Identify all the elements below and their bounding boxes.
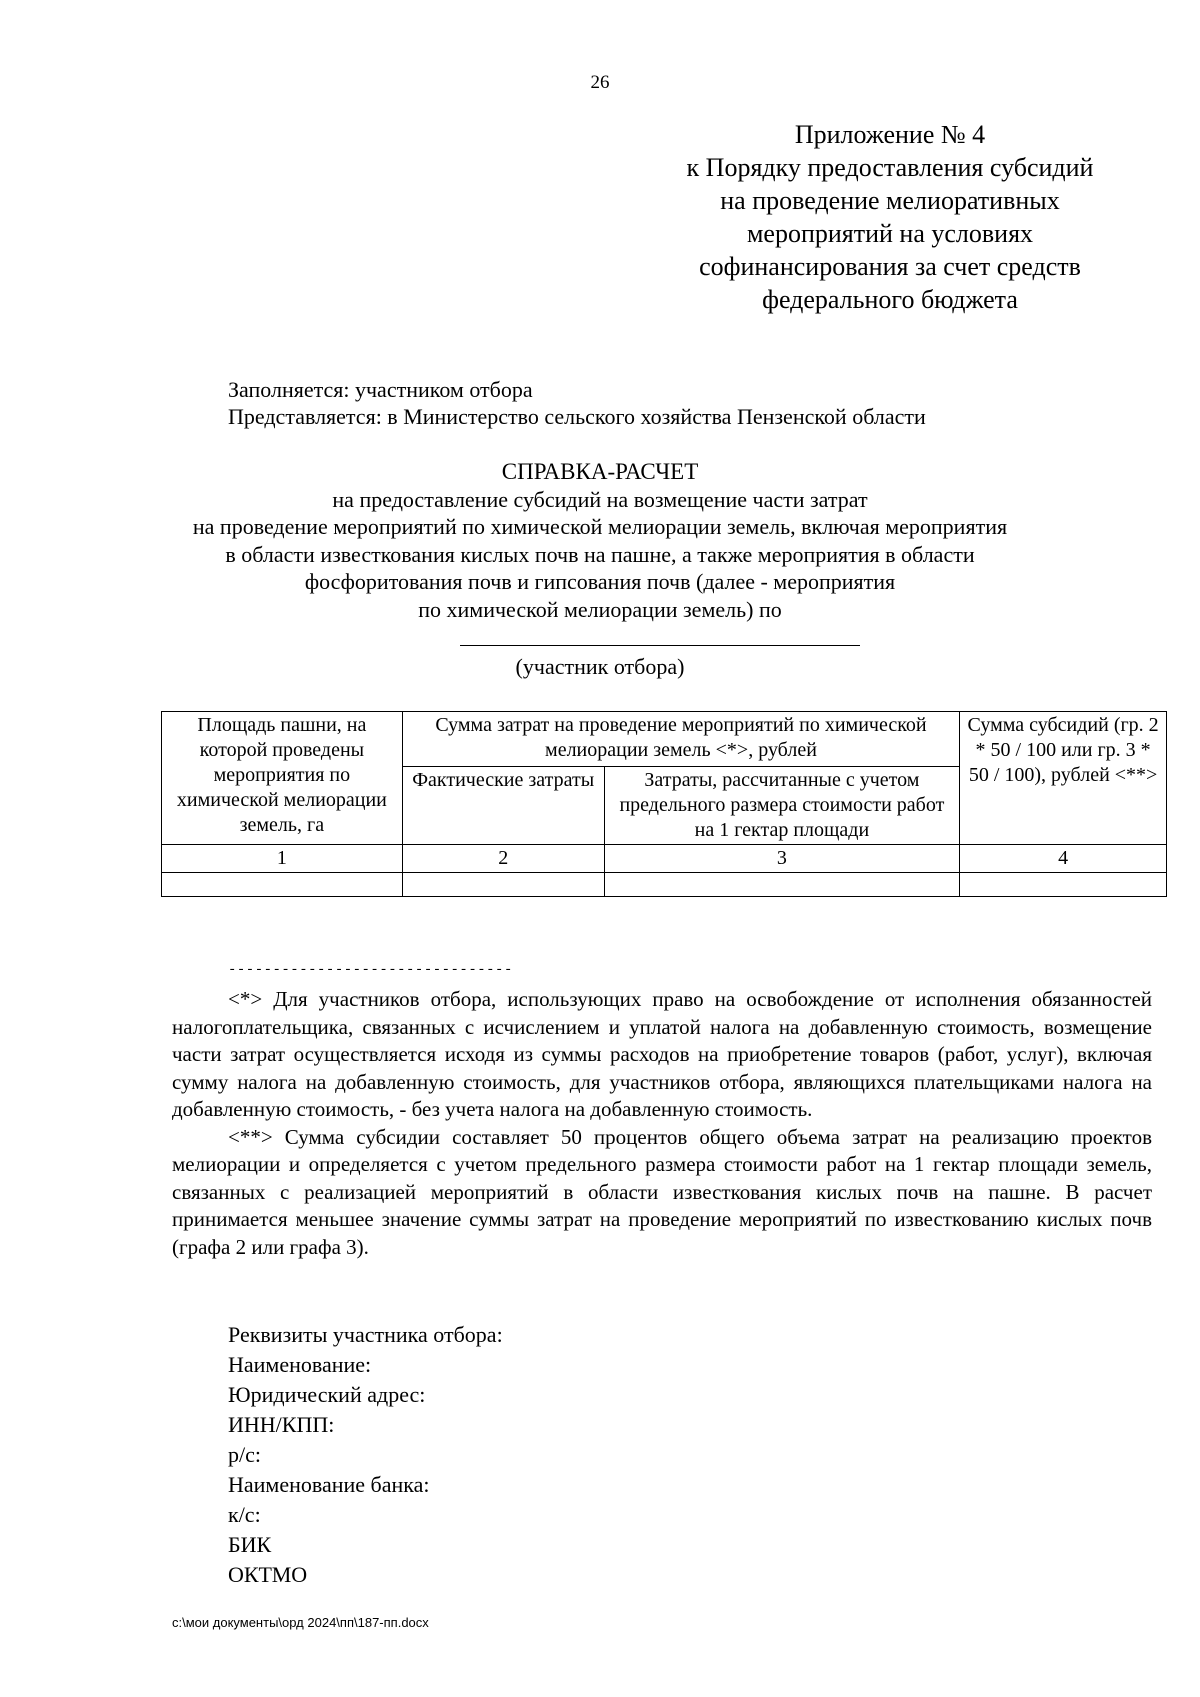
appendix-line: на проведение мелиоративных xyxy=(720,186,1060,215)
title-line: в области известкования кислых почв на пашне, а также мероприятия в области xyxy=(225,541,975,567)
empty-cell xyxy=(402,873,604,897)
requisite-oktmo: ОКТМО xyxy=(228,1562,308,1587)
appendix-line: Приложение № 4 xyxy=(794,120,986,149)
empty-cell xyxy=(604,873,960,897)
footnote-2: <**> Сумма субсидии составляет 50 процентов общего объема затрат на реализацию проектов мелиорации и определяется с учетом предельного размера стоимости работ на 1 гектар площади земель, связанных с реализацией мероприятий в области известкования кислых почв на пашне. В расчет принимается меньшее значение суммы затрат на проведение мероприятий по известкованию кислых почв (графа 2 или графа 3). xyxy=(172,1124,1152,1259)
appendix-header xyxy=(660,118,1120,316)
requisite-name: Наименование: xyxy=(228,1352,372,1377)
title-line: на проведение мероприятий по химической мелиорации земель, включая мероприятия xyxy=(192,514,1008,539)
footnotes xyxy=(172,986,1152,1261)
column-number: 4 xyxy=(960,845,1167,873)
requisite-account: р/с: xyxy=(228,1442,261,1467)
col4-header: Сумма субсидий (гр. 2 * 50 / 100 или гр. 3 * 50 / 100), рублей <**> xyxy=(960,712,1167,845)
requisite-bank-name: Наименование банка: xyxy=(228,1472,430,1497)
filled-by-text: Заполняется: участником отбора xyxy=(228,377,533,402)
participant-requisites xyxy=(228,1320,503,1590)
requisites-heading: Реквизиты участника отбора: xyxy=(228,1322,503,1347)
empty-cell xyxy=(162,873,403,897)
col3-header: Затраты, рассчитанные с учетом предельного размера стоимости работ на 1 гектар площади xyxy=(604,767,960,845)
column-number: 3 xyxy=(604,845,960,873)
participant-caption: (участник отбора) xyxy=(515,654,685,679)
footnote-separator: -------------------------------- xyxy=(228,962,513,978)
document-title xyxy=(160,458,1040,623)
title-line: по химической мелиорации земель) по xyxy=(418,596,782,622)
empty-cell xyxy=(960,873,1167,897)
title-line: фосфоритования почв и гипсования почв (далее - мероприятия xyxy=(304,569,896,594)
requisite-inn-kpp: ИНН/КПП: xyxy=(228,1412,335,1437)
calculation-table xyxy=(161,711,1167,897)
footnote-1: <*> Для участников отбора, использующих право на освобождение от исполнения обязанностей налогоплательщика, связанных с исчислением и уплатой налога на добавленную стоимость, возмещение части затрат осуществляется исходя из суммы расходов на приобретение товаров (работ, услуг), включая сумму налога на добавленную стоимость, для участников отбора, являющихся плательщиками налога на добавленную стоимость, - без учета налога на добавленную стоимость. xyxy=(172,987,1152,1121)
form-meta xyxy=(228,376,926,430)
page-number: 26 xyxy=(590,72,610,93)
title-heading: СПРАВКА-РАСЧЕТ xyxy=(501,459,699,484)
col2-header: Фактические затраты xyxy=(402,767,604,845)
appendix-line: федерального бюджета xyxy=(762,285,1018,314)
appendix-line: мероприятий на условиях xyxy=(746,219,1034,248)
requisite-corr-account: к/с: xyxy=(228,1502,261,1527)
submitted-to-text: Представляется: в Министерство сельского хозяйства Пензенской области xyxy=(228,404,926,429)
requisite-bik: БИК xyxy=(228,1532,272,1557)
group-header: Сумма затрат на проведение мероприятий по химической мелиорации земель <*>, рублей xyxy=(402,712,959,767)
col1-header: Площадь пашни, на которой проведены мероприятия по химической мелиорации земель, га xyxy=(162,712,403,845)
appendix-line: к Порядку предоставления субсидий xyxy=(686,153,1094,182)
participant-blank-line xyxy=(460,645,860,646)
appendix-line: софинансирования за счет средств xyxy=(699,252,1081,281)
column-number: 2 xyxy=(402,845,604,873)
column-number: 1 xyxy=(162,845,403,873)
requisite-legal-address: Юридический адрес: xyxy=(228,1382,426,1407)
title-line: на предоставление субсидий на возмещение части затрат xyxy=(332,486,868,512)
file-path-footer: c:\мои документы\орд 2024\пп\187-пп.docx xyxy=(172,1615,429,1630)
